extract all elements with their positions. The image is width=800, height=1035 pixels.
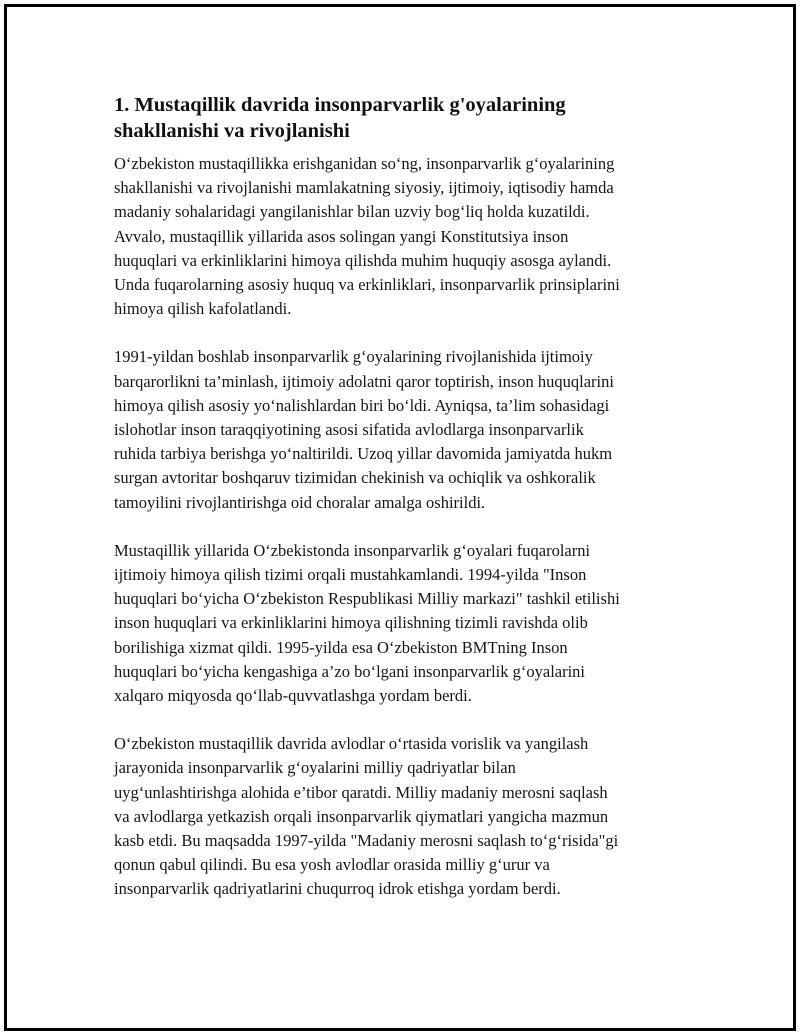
paragraph-3: Mustaqillik yillarida O‘zbekistonda insonparvarlik g‘oyalari fuqarolarni ijtimoiy himoya qilish tizimi orqali mustahkamlandi. 1994-yilda "Inson huquqlari bo‘yicha O‘zbekiston Respublikasi Milliy markazi" tashkil etilishi inson huquqlari va erkinliklarini himoya qilishning tizimli ravishda olib borilishiga xizmat qildi. 1995-yilda esa O‘zbekiston BMTning Inson huquqlari bo‘yicha kengashiga a’zo bo‘lgani insonparvarlik g‘oyalarini xalqaro miqyosda qo‘llab-quvvatlashga yordam berdi. [114, 540, 620, 706]
document-body [114, 92, 684, 926]
paragraph-2: 1991-yildan boshlab insonparvarlik g‘oyalarining rivojlanishida ijtimoiy barqarorlikni ta’minlash, ijtimoiy adolatni qaror toptirish, inson huquqlarini himoya qilish asosiy yo‘nalishlardan biri bo‘ldi. Ayniqsa, ta’lim sohasidagi islohotlar inson taraqqiyotining asosi sifatida avlodlarga insonparvarlik ruhida tarbiya berishga yo‘naltirildi. Uzoq yillar davomida jamiyatda hukm surgan avtoritar boshqaruv tizimidan chekinish va ochiqlik va oshkoralik tamoyilini rivojlantirishga oid choralar amalga oshirildi. [114, 347, 614, 512]
paragraph-4: O‘zbekiston mustaqillik davrida avlodlar o‘rtasida vorislik va yangilash jarayonida insonparvarlik g‘oyalarini milliy qadriyatlar bilan uyg‘unlashtirishga alohida e’tibor qaratdi. Milliy madaniy merosni saqlash va avlodlarga yetkazish orqali insonparvarlik qiymatlari yangicha mazmun kasb etdi. Bu maqsadda 1997-yilda "Madaniy merosni saqlash to‘g‘risida"gi qonun qabul qilindi. Bu esa yosh avlodlar orasida milliy g‘urur va insonparvarlik qadriyatlarini chuqurroq idrok etishga yordam berdi. [114, 734, 619, 899]
section-heading: 1. Mustaqillik davrida insonparvarlik g'oyalarining shakllanishi va rivojlanishi [114, 94, 566, 142]
paragraph-1: O‘zbekiston mustaqillikka erishganidan so‘ng, insonparvarlik g‘oyalarining shakllanishi va rivojlanishi mamlakatning siyosiy, ijtimoiy, iqtisodiy hamda madaniy sohalaridagi yangilanishlar bilan uzviy bog‘liq holda kuzatildi. Avvalo, mustaqillik yillarida asos solingan yangi Konstitutsiya inson huquqlari va erkinliklarini himoya qilishda muhim huquqiy asosga aylandi. Unda fuqarolarning asosiy huquq va erkinliklari, insonparvarlik prinsiplarini himoya qilish kafolatlandi. [114, 154, 620, 319]
